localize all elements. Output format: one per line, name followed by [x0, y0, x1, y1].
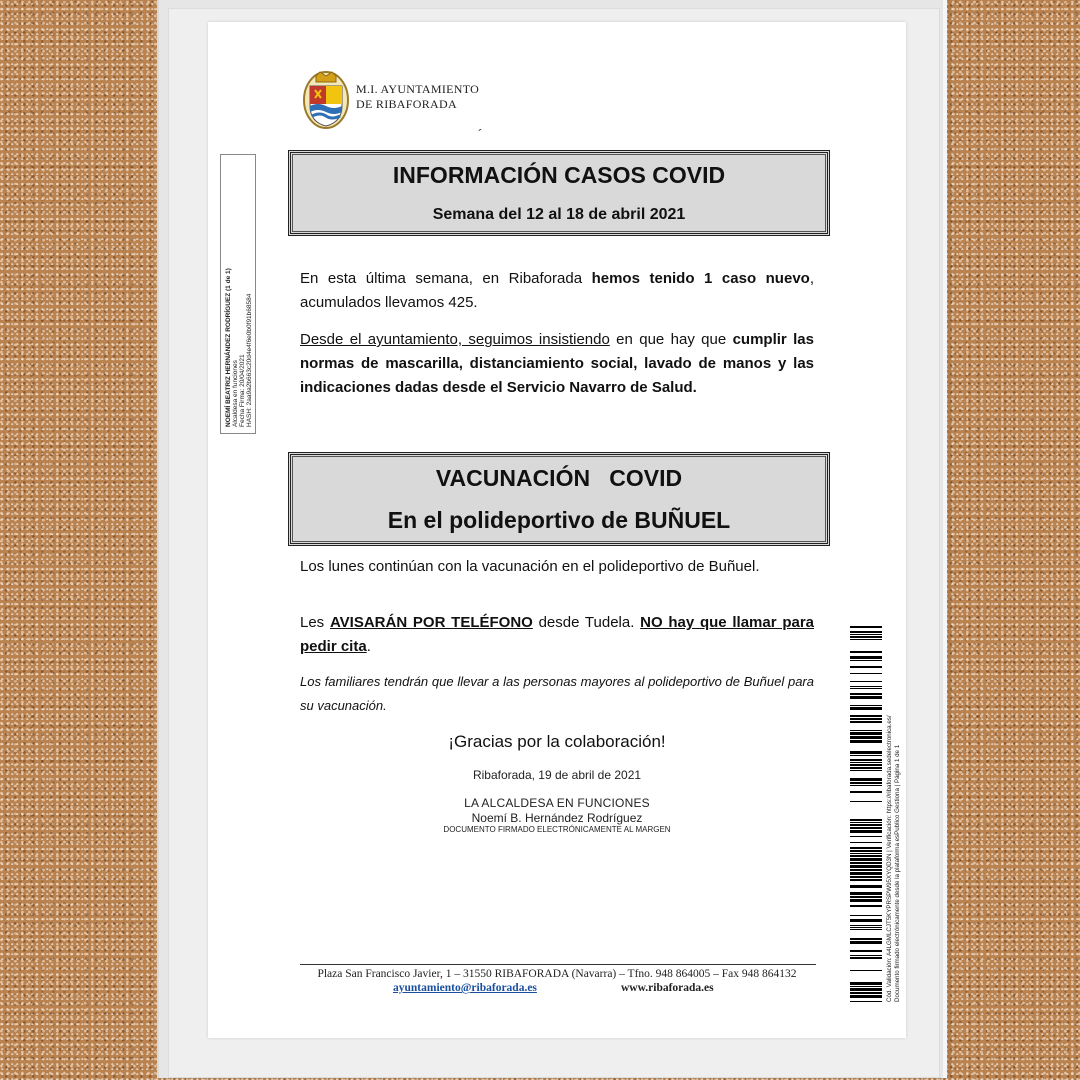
- barcode-bar: [850, 950, 882, 952]
- barcode-bar: [850, 869, 882, 871]
- barcode-bar: [850, 715, 882, 717]
- phone-text-e: .: [366, 638, 371, 655]
- barcode-bar: [850, 693, 882, 695]
- barcode-bar: [850, 988, 882, 991]
- org-line-2: DE RIBAFORADA: [356, 97, 457, 111]
- insist-text-bold: cumplir las normas de mascarilla, distanciamiento social, lavado de manos y las indicaciones dadas desde el Servicio Navarro de Salud.: [300, 331, 814, 396]
- cases-text-bold: hemos tenido 1 caso nuevo: [591, 270, 810, 287]
- phone-text-bold: AVISARÁN POR TELÉFONO: [329, 614, 533, 631]
- barcode-bar: [850, 721, 882, 723]
- barcode-bar: [850, 636, 882, 638]
- barcode-bar: [850, 892, 882, 895]
- no-appointment-text: NO hay que llamar para pedir cita: [300, 614, 815, 655]
- barcode-bar: [850, 830, 882, 833]
- insist-text-b: en que hay que: [609, 331, 733, 348]
- footer-divider: [300, 964, 816, 965]
- footer-email-link[interactable]: ayuntamiento@ribaforada.es: [393, 982, 537, 994]
- footer-address: Plaza San Francisco Javier, 1 – 31550 RIBAFORADA (Navarra) – Tfno. 948 864005 – Fax 948 864132: [317, 968, 797, 980]
- barcode-bar: [850, 858, 882, 861]
- signature-margin-text: [225, 157, 253, 427]
- barcode-bar: [850, 992, 882, 994]
- barcode-bar: [850, 896, 882, 898]
- barcode-bar: [850, 915, 882, 916]
- barcode-bar: [850, 764, 882, 766]
- margin-role: Alcaldesa en funciones: [232, 360, 239, 427]
- barcode-bar: [850, 919, 882, 922]
- barcode-bar: [850, 688, 882, 689]
- barcode-bar: [850, 651, 882, 653]
- barcode-bar: [850, 730, 882, 731]
- barcode-bar: [850, 872, 882, 875]
- family-paragraph: Los familiares tendrán que llevar a las personas mayores al polideportivo de Buñuel para su vacunación.: [300, 674, 814, 713]
- signer-role: LA ALCALDESA EN FUNCIONES: [464, 796, 650, 810]
- barcode-bar: [850, 707, 882, 710]
- barcode-bar: [850, 929, 882, 930]
- barcode-bar: [850, 941, 882, 944]
- barcode-bar: [850, 785, 882, 786]
- barcode-bar: [850, 666, 882, 668]
- signature-note: DOCUMENTO FIRMADO ELECTRÓNICAMENTE AL MARGEN: [443, 825, 671, 834]
- insist-paragraph: [300, 328, 814, 400]
- barcode-bar: [850, 705, 882, 706]
- barcode-bar: [850, 986, 882, 987]
- barcode-bar: [850, 822, 882, 823]
- barcode-bar: [850, 740, 882, 743]
- barcode-bar: [850, 660, 882, 661]
- barcode-bar: [850, 853, 882, 854]
- barcode-bar: [850, 1001, 882, 1002]
- barcode-bar: [850, 696, 882, 699]
- barcode-bar: [850, 736, 882, 739]
- barcode-bar: [850, 982, 882, 985]
- barcode-bar: [850, 850, 882, 852]
- verification-text: [886, 622, 902, 1002]
- barcode-bar: [850, 847, 882, 849]
- barcode-bar: [850, 634, 882, 635]
- barcode-bar: [850, 927, 882, 928]
- barcode-bar: [850, 782, 882, 784]
- margin-date: Fecha Firma: 20/04/2021: [239, 354, 246, 427]
- org-line-1: M.I. AYUNTAMIENTO: [356, 82, 480, 96]
- verification-line-2: Documento firmado electrónicamente desde la plataforma esPublico Gestiona | Página 1 de 1: [894, 744, 901, 1002]
- barcode-bar: [850, 925, 882, 926]
- stray-accent-mark: ´: [478, 126, 483, 142]
- barcode-bar: [850, 759, 882, 761]
- covid-cases-header-box: [288, 150, 830, 236]
- barcode-bar: [850, 819, 882, 821]
- barcode-bar: [850, 836, 882, 837]
- barcode-bar: [850, 681, 882, 682]
- signer-name: Noemí B. Hernández Rodríguez: [471, 811, 643, 825]
- barcode-bar: [850, 955, 882, 956]
- barcode-bar: [850, 824, 882, 826]
- barcode-bar: [850, 778, 882, 781]
- covid-cases-week: Semana del 12 al 18 de abril 2021: [432, 206, 686, 223]
- barcode-bar: [850, 755, 882, 756]
- barcode-bar: [850, 801, 882, 802]
- signature-margin-box: [220, 154, 256, 434]
- barcode-bar: [850, 791, 882, 793]
- barcode-bar: [850, 879, 882, 881]
- vaccination-location: En el polideportivo de BUÑUEL: [387, 507, 731, 533]
- phone-notice-paragraph: [300, 611, 814, 659]
- barcode-bar: [850, 631, 882, 633]
- barcode-bar: [850, 732, 882, 735]
- cases-paragraph: [300, 267, 814, 315]
- barcode-bar: [850, 673, 882, 674]
- barcode-bar: [850, 762, 882, 763]
- verification-line-1: Cód. Validación: A4LGMLCJT5KYPRSPW95XYQD3N | Verificación: https://ribaforada.sedelectronica.es/: [886, 715, 893, 1002]
- municipality-name: [356, 82, 479, 112]
- phone-text-c: desde Tudela.: [532, 614, 641, 631]
- thanks-line: ¡Gracias por la colaboración!: [448, 732, 666, 751]
- cases-text-a: En esta última semana, en Ribaforada: [300, 270, 592, 287]
- barcode-bar: [850, 899, 882, 902]
- vaccination-title: VACUNACIÓN COVID: [435, 465, 683, 491]
- barcode-bar: [850, 827, 882, 829]
- barcode-bar: [850, 938, 882, 940]
- barcode-bar: [850, 770, 882, 771]
- insist-text-underlined: Desde el ayuntamiento, seguimos insistiendo: [300, 331, 610, 348]
- barcode-bar: [850, 970, 882, 971]
- barcode-bar: [850, 957, 882, 959]
- margin-signer: NOEMÍ BEATRIZ HERNÁNDEZ RODRÍGUEZ (1 de 1): [225, 268, 232, 427]
- barcode-bar: [850, 686, 882, 687]
- barcode-bar: [850, 767, 882, 769]
- place-date: Ribaforada, 19 de abril de 2021: [472, 768, 642, 782]
- vaccination-paragraph: Los lunes continúan con la vacunación en el polideportivo de Buñuel.: [300, 558, 760, 575]
- phone-text-a: Les: [300, 614, 330, 631]
- document-page: [208, 22, 906, 1038]
- cases-text-c: , acumulados llevamos 425.: [300, 270, 814, 311]
- barcode-bar: [850, 842, 882, 843]
- margin-hash: HASH: 2aa9a2b663c20d4e4f6e0b0f91b68584: [246, 293, 253, 427]
- barcode-bar: [850, 865, 882, 868]
- barcode-bar: [850, 905, 882, 907]
- barcode-bar: [850, 855, 882, 857]
- barcode-bar: [850, 862, 882, 864]
- barcode-bar: [850, 876, 882, 878]
- coat-of-arms-logo: [302, 66, 350, 130]
- vaccination-header-box: [288, 452, 830, 546]
- barcode-bar: [850, 639, 882, 640]
- covid-cases-title: INFORMACIÓN CASOS COVID: [392, 162, 726, 188]
- barcode-bar: [850, 995, 882, 998]
- barcode-bar: [850, 656, 882, 659]
- barcode-bar: [850, 718, 882, 720]
- barcode-bar: [850, 626, 882, 628]
- footer-website: www.ribaforada.es: [621, 982, 714, 994]
- barcode-bar: [850, 885, 882, 888]
- barcode-bar: [850, 751, 882, 754]
- validation-barcode: [850, 626, 882, 1002]
